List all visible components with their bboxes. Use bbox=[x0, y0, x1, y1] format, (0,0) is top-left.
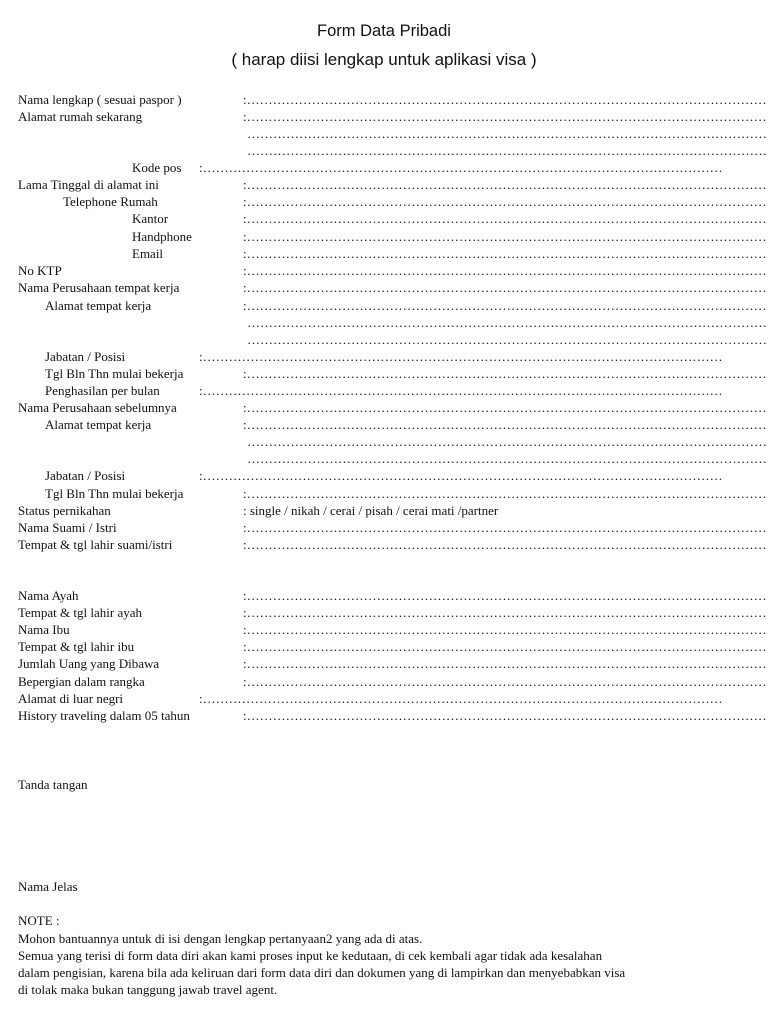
field-alamat-tempat-kerja-line-2[interactable]: ………………………………………………………………………………………………………… bbox=[247, 315, 767, 330]
label-nama-ayah: Nama Ayah bbox=[18, 588, 79, 603]
row-tgl-mulai-2 bbox=[0, 485, 768, 502]
field-alamat-tempat-kerja-line-3[interactable]: ………………………………………………………………………………………………………… bbox=[247, 332, 767, 347]
row-jabatan bbox=[0, 348, 768, 365]
note-heading: NOTE : bbox=[18, 913, 60, 928]
row-telephone-rumah bbox=[0, 193, 768, 210]
field-bepergian[interactable]: :………………………………………………………………………………………………………… bbox=[243, 674, 767, 689]
field-jabatan-2[interactable]: :………………………………………………………………………………………………………… bbox=[199, 468, 723, 483]
row-tempat-tgl-lahir-ibu bbox=[0, 638, 768, 655]
label-nama-suami-istri: Nama Suami / Istri bbox=[18, 520, 117, 535]
form-title: Form Data Pribadi bbox=[317, 22, 451, 40]
signature-label: Tanda tangan bbox=[18, 777, 88, 792]
label-email: Email bbox=[132, 246, 164, 261]
note-line-3: dalam pengisian, karena bila ada keliruan dari form data diri dan dokumen yang di lampirkan dan menyebabkan visa bbox=[18, 965, 626, 980]
row-nama-suami-istri bbox=[0, 519, 768, 536]
field-telephone-rumah[interactable]: :………………………………………………………………………………………………………… bbox=[243, 194, 767, 209]
label-kantor: Kantor bbox=[132, 211, 169, 226]
row-nama-perusahaan-sebelumnya bbox=[0, 399, 768, 416]
field-email[interactable]: :………………………………………………………………………………………………………… bbox=[243, 246, 767, 261]
label-no-ktp: No KTP bbox=[18, 263, 62, 278]
field-alamat-rumah[interactable]: :………………………………………………………………………………………………………… bbox=[243, 109, 767, 124]
field-lama-tinggal[interactable]: :………………………………………………………………………………………………………… bbox=[243, 177, 767, 192]
label-handphone: Handphone bbox=[132, 229, 192, 244]
field-alamat-rumah-line-3[interactable]: ………………………………………………………………………………………………………… bbox=[247, 143, 767, 158]
row-alamat-tempat-kerja-cont-1 bbox=[0, 314, 768, 331]
label-status-pernikahan: Status pernikahan bbox=[18, 503, 111, 518]
field-handphone[interactable]: :………………………………………………………………………………………………………… bbox=[243, 229, 767, 244]
note-line-1: Mohon bantuannya untuk di isi dengan lengkap pertanyaan2 yang ada di atas. bbox=[18, 931, 423, 946]
field-nama-suami-istri[interactable]: :………………………………………………………………………………………………………… bbox=[243, 520, 767, 535]
row-jabatan-2 bbox=[0, 467, 768, 484]
nama-jelas-label: Nama Jelas bbox=[18, 879, 78, 894]
row-penghasilan bbox=[0, 382, 768, 399]
row-status-pernikahan bbox=[0, 502, 768, 519]
row-kode-pos bbox=[0, 159, 768, 176]
row-history bbox=[0, 707, 768, 724]
row-nama-perusahaan bbox=[0, 279, 768, 296]
field-kode-pos[interactable]: :………………………………………………………………………………………………………… bbox=[199, 160, 723, 175]
row-tempat-tgl-lahir-pasangan bbox=[0, 536, 768, 553]
field-tgl-mulai-2[interactable]: :………………………………………………………………………………………………………… bbox=[243, 486, 767, 501]
field-nama-ayah[interactable]: :………………………………………………………………………………………………………… bbox=[243, 588, 767, 603]
row-alamat-tempat-kerja-cont-2 bbox=[0, 331, 768, 348]
status-options[interactable]: : single / nikah / cerai / pisah / cerai mati /partner bbox=[243, 503, 499, 518]
label-tempat-tgl-lahir-ayah: Tempat & tgl lahir ayah bbox=[18, 605, 142, 620]
row-bepergian bbox=[0, 673, 768, 690]
row-alamat-tempat-kerja-2-cont-1 bbox=[0, 433, 768, 450]
label-telephone-rumah: Telephone Rumah bbox=[63, 194, 158, 209]
field-tempat-tgl-lahir-pasangan[interactable]: :………………………………………………………………………………………………………… bbox=[243, 537, 767, 552]
note-line-4: di tolak maka bukan tanggung jawab travel agent. bbox=[18, 982, 278, 997]
field-alamat-tempat-kerja[interactable]: :………………………………………………………………………………………………………… bbox=[243, 298, 767, 313]
field-kantor[interactable]: :………………………………………………………………………………………………………… bbox=[243, 211, 767, 226]
field-alamat-tempat-kerja-2-line-3[interactable]: ………………………………………………………………………………………………………… bbox=[247, 451, 767, 466]
row-alamat-rumah-cont-2 bbox=[0, 142, 768, 159]
row-handphone bbox=[0, 228, 768, 245]
field-alamat-tempat-kerja-2-line-2[interactable]: ………………………………………………………………………………………………………… bbox=[247, 434, 767, 449]
label-bepergian: Bepergian dalam rangka bbox=[18, 674, 145, 689]
field-penghasilan[interactable]: :………………………………………………………………………………………………………… bbox=[199, 383, 723, 398]
field-history[interactable]: :………………………………………………………………………………………………………… bbox=[243, 708, 767, 723]
label-jabatan: Jabatan / Posisi bbox=[45, 349, 126, 364]
label-kode-pos: Kode pos bbox=[132, 160, 182, 175]
row-alamat-tempat-kerja bbox=[0, 297, 768, 314]
label-alamat-tempat-kerja-2: Alamat tempat kerja bbox=[45, 417, 152, 432]
field-alamat-luar-negri[interactable]: :………………………………………………………………………………………………………… bbox=[199, 691, 723, 706]
label-jabatan-2: Jabatan / Posisi bbox=[45, 468, 126, 483]
field-alamat-tempat-kerja-2[interactable]: :………………………………………………………………………………………………………… bbox=[243, 417, 767, 432]
label-tempat-tgl-lahir-pasangan: Tempat & tgl lahir suami/istri bbox=[18, 537, 173, 552]
row-alamat-rumah-cont-1 bbox=[0, 125, 768, 142]
row-no-ktp bbox=[0, 262, 768, 279]
label-jumlah-uang: Jumlah Uang yang Dibawa bbox=[18, 656, 160, 671]
label-tgl-mulai-2: Tgl Bln Thn mulai bekerja bbox=[45, 486, 184, 501]
label-tempat-tgl-lahir-ibu: Tempat & tgl lahir ibu bbox=[18, 639, 135, 654]
field-nama-perusahaan-sebelumnya[interactable]: :………………………………………………………………………………………………………… bbox=[243, 400, 767, 415]
row-tgl-mulai bbox=[0, 365, 768, 382]
form-subtitle: ( harap diisi lengkap untuk aplikasi visa ) bbox=[231, 50, 537, 69]
row-nama-lengkap bbox=[0, 91, 768, 108]
field-tempat-tgl-lahir-ibu[interactable]: :………………………………………………………………………………………………………… bbox=[243, 639, 767, 654]
label-nama-perusahaan: Nama Perusahaan tempat kerja bbox=[18, 280, 180, 295]
label-alamat-tempat-kerja: Alamat tempat kerja bbox=[45, 298, 152, 313]
row-alamat-tempat-kerja-2-cont-2 bbox=[0, 450, 768, 467]
label-alamat-luar-negri: Alamat di luar negri bbox=[18, 691, 124, 706]
label-nama-ibu: Nama Ibu bbox=[18, 622, 70, 637]
field-no-ktp[interactable]: :………………………………………………………………………………………………………… bbox=[243, 263, 767, 278]
field-tgl-mulai[interactable]: :………………………………………………………………………………………………………… bbox=[243, 366, 767, 381]
row-nama-ayah bbox=[0, 587, 768, 604]
row-kantor bbox=[0, 210, 768, 227]
label-penghasilan: Penghasilan per bulan bbox=[45, 383, 160, 398]
label-history: History traveling dalam 05 tahun bbox=[18, 708, 190, 723]
row-tempat-tgl-lahir-ayah bbox=[0, 604, 768, 621]
field-tempat-tgl-lahir-ayah[interactable]: :………………………………………………………………………………………………………… bbox=[243, 605, 767, 620]
field-jumlah-uang[interactable]: :………………………………………………………………………………………………………… bbox=[243, 656, 767, 671]
field-nama-lengkap[interactable]: :………………………………………………………………………………………………………… bbox=[243, 92, 767, 107]
field-nama-perusahaan[interactable]: :………………………………………………………………………………………………………… bbox=[243, 280, 767, 295]
label-nama-lengkap: Nama lengkap ( sesuai paspor ) bbox=[18, 92, 182, 107]
row-email bbox=[0, 245, 768, 262]
label-nama-perusahaan-sebelumnya: Nama Perusahaan sebelumnya bbox=[18, 400, 177, 415]
field-jabatan[interactable]: :………………………………………………………………………………………………………… bbox=[199, 349, 723, 364]
field-nama-ibu[interactable]: :………………………………………………………………………………………………………… bbox=[243, 622, 767, 637]
row-alamat-rumah bbox=[0, 108, 768, 125]
label-alamat-rumah: Alamat rumah sekarang bbox=[18, 109, 143, 124]
field-alamat-rumah-line-2[interactable]: ………………………………………………………………………………………………………… bbox=[247, 126, 767, 141]
row-lama-tinggal bbox=[0, 176, 768, 193]
row-nama-ibu bbox=[0, 621, 768, 638]
row-alamat-luar-negri bbox=[0, 690, 768, 707]
note-line-2: Semua yang terisi di form data diri akan kami proses input ke kedutaan, di cek kembali agar tidak ada kesalahan bbox=[18, 948, 603, 963]
label-lama-tinggal: Lama Tinggal di alamat ini bbox=[18, 177, 159, 192]
row-jumlah-uang bbox=[0, 655, 768, 672]
label-tgl-mulai: Tgl Bln Thn mulai bekerja bbox=[45, 366, 184, 381]
row-alamat-tempat-kerja-2 bbox=[0, 416, 768, 433]
